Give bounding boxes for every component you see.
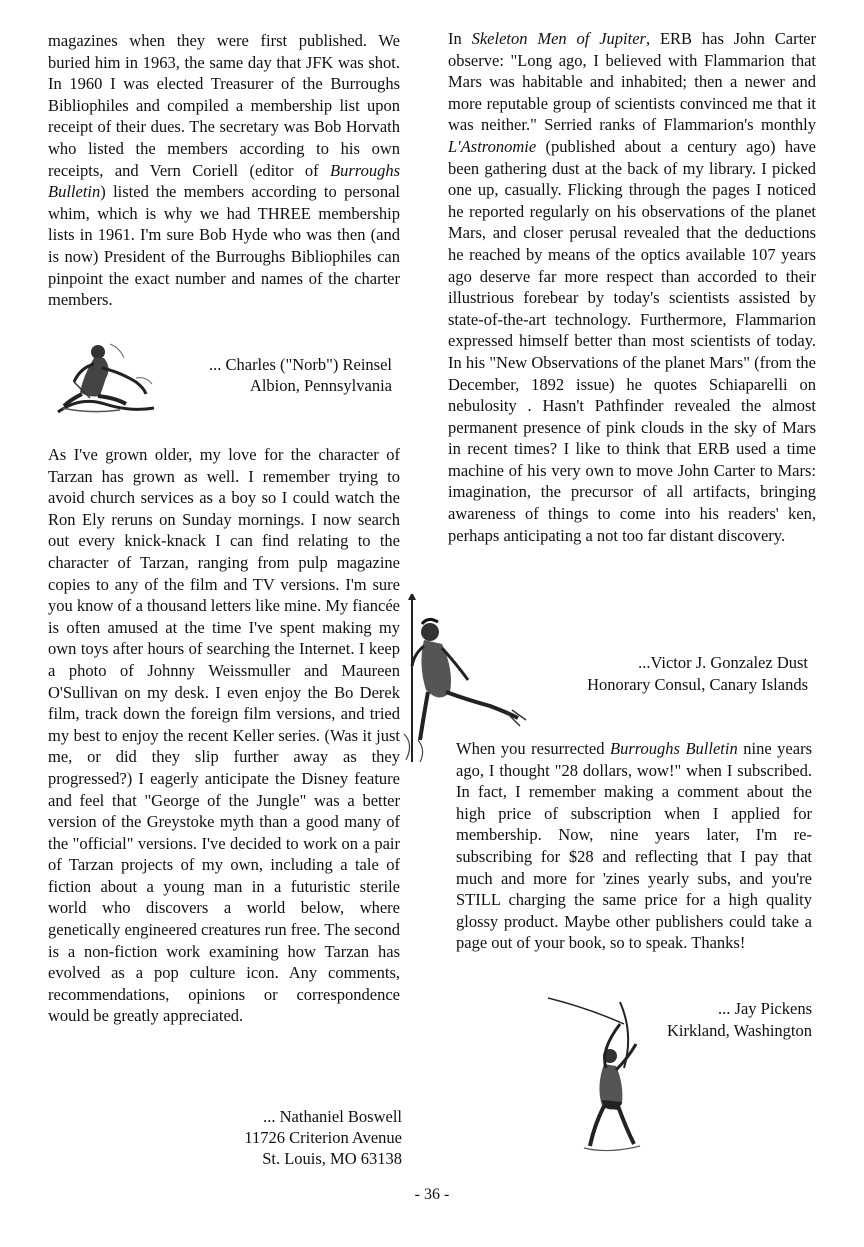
publication-title: Burroughs Bulletin — [609, 739, 738, 758]
letter-boswell-body: As I've grown older, my love for the character of Tarzan has grown as well. I remember trying to avoid church services as a boy so I could watch the Ron Ely reruns on Sunday mornings. I now search out every knick-knack I can find relating to the character of Tarzan, ranging from pulp magazine copies to any of the film and TV versions. I'm sure you know of a thousand letters like mine. My fiancée is often amused at the time I've spent making my own toys after hours of searching the Internet. I keep a photo of Johnny Weissmuller and Maureen O'Sullivan on my desk. I even enjoy the Bo Derek film, track down the foreign film versions, and tried my best to enjoy the recent Keller series. (Was it just me, or did they slip further away as they progressed?) I eagerly anticipate the Disney feature and feel that "George of the Jungle" was a better version of the Greystoke myth than a good many of the "official" versions. I've decided to work on a pair of Tarzan projects of my own, including a tale of fiction about a young man in a futuristic sterile world who discovers a world below, where genetically engineered creatures run free. The second is a non-fiction work examining how Tarzan has evolved as a pop culture icon. Any comments, recommendations, opinions or correspondence would be greatly appreciated. — [48, 445, 400, 1026]
signature-name: ...Victor J. Gonzalez Dust — [638, 653, 808, 672]
tarzan-crouching-drawing — [50, 338, 160, 416]
signature-dust — [540, 652, 808, 696]
letter-dust — [448, 28, 816, 546]
letter-boswell — [48, 444, 400, 1027]
signature-title: Honorary Consul, Canary Islands — [587, 675, 808, 694]
signature-name: ... Jay Pickens — [718, 999, 812, 1018]
signature-location: Albion, Pennsylvania — [249, 376, 392, 395]
signature-address: 11726 Criterion Avenue — [244, 1128, 402, 1147]
letter-dust-body: In Skeleton Men of Jupiter, ERB has John Carter observe: "Long ago, I believed with Flammarion that Mars was habitable and inhabited; then a newer and more reputable group of scientists convinced me that it was neither." Serried ranks of Flammarion's monthly L'Astronomie (published about a century ago) have been gathering dust at the back of my library. I picked one up, casually. Flicking through the pages I noticed he reported regularly on his observations of the planet Mars, and closer perusal revealed that the deductions he reached by means of the optics available 107 years ago deserve far more respect than accorded to their illustrious forebear by today's scientists assisted by state-of-the-art technology. Furthermore, Flammarion expressed himself better than most scientists of today. In his "New Observations of the planet Mars" (from the December, 1892 issue) he quotes Schiaparelli on nebulosity . Hasn't Pathfinder revealed the almost permanent presence of pink clouds in the sky of Mars in recent times? I like to think that ERB used a time machine of his very own to move John Carter to Mars: imagination, the precursor of all artifacts, bringing awareness of things to come into his readers' ken, perhaps anticipating a not too far distant discovery. — [448, 29, 817, 545]
journal-title: L'Astronomie — [448, 136, 537, 156]
signature-name: ... Charles ("Norb") Reinsel — [208, 355, 392, 374]
letter-pickens-body: When you resurrected Burroughs Bulletin nine years ago, I thought "28 dollars, wow!" when I subscribed. In fact, I remember making a comment about the high price of subscription when I applied for membership. Now, nine years later, I'm re-subscribing for $28 and reflecting that I pay that much and more for 'zines yearly subs, and you're STILL charging the same price for a high quality glossy product. Maybe other publishers could take a page out of your book, so to speak. Thanks! — [456, 739, 812, 953]
signature-reinsel — [160, 354, 392, 396]
left-column — [48, 30, 400, 311]
letter-reinsel-body: magazines when they were first published. We buried him in 1963, the same day that JFK was shot. In 1960 I was elected Treasurer of the Burroughs Bibliophiles and compiled a membership list upon receipt of their dues. The secretary was Bob Horvath who listed the members according to his own receipts, and Vern Coriell (editor of Burroughs Bulletin) listed the members according to personal whim, which is why we had THREE membership lists in 1961. I'm sure Bob Hyde who was then (and is now) President of the Burroughs Bibliophiles can pinpoint the exact number and names of the charter members. — [48, 31, 400, 310]
publication-title: Burroughs Bulletin — [48, 160, 400, 202]
signature-location: Kirkland, Washington — [666, 1021, 812, 1040]
letter-pickens — [456, 738, 812, 954]
page-number: - 36 - — [414, 1186, 450, 1203]
signature-city: St. Louis, MO 63138 — [262, 1149, 402, 1168]
signature-boswell — [150, 1106, 402, 1169]
signature-name: ... Nathaniel Boswell — [263, 1107, 402, 1126]
book-title: Skeleton Men of Jupiter — [471, 29, 646, 48]
signature-pickens — [620, 998, 812, 1042]
